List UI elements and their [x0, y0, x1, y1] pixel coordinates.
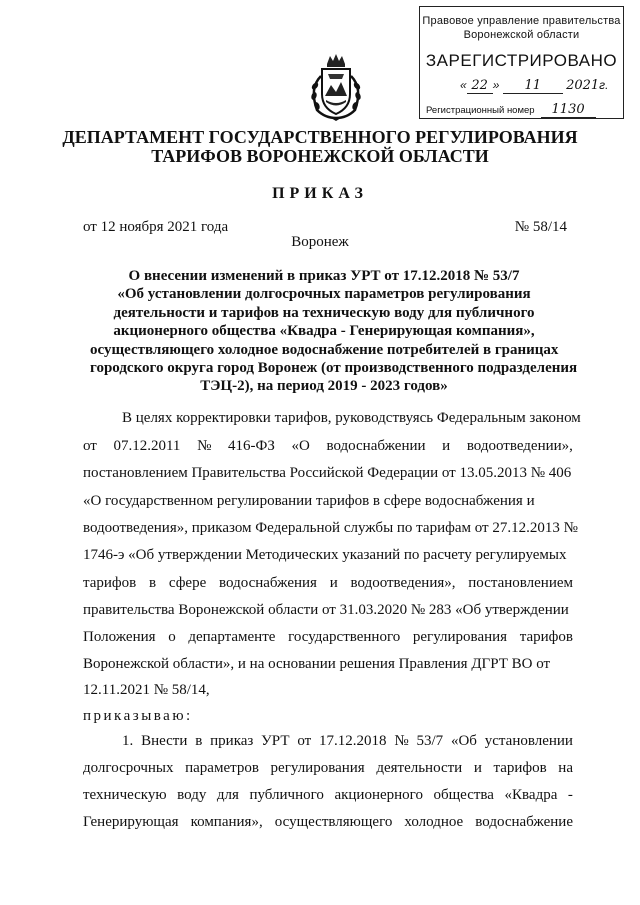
body-word: приказ	[210, 733, 254, 749]
coat-of-arms-icon	[305, 52, 367, 122]
body-word: регулирования	[412, 629, 508, 645]
body-line: правительства Воронежской области от 31.03.2020 № 283 «Об утверждении	[83, 602, 569, 618]
body-word: для	[216, 787, 239, 803]
body-word: водоснабжение	[475, 814, 573, 830]
body-line: Воронежской области», и на основании решения Правления ДГРТ ВО от	[83, 656, 551, 672]
department-line1: ДЕПАРТАМЕНТ ГОСУДАРСТВЕННОГО РЕГУЛИРОВАНИЯ	[62, 127, 578, 147]
body-word: Генерирующая	[83, 814, 179, 830]
body-word: регулирования	[270, 760, 365, 776]
body-word: УРТ	[261, 733, 290, 749]
body-word: водоотведении»,	[466, 438, 573, 454]
body-word: Внести	[141, 733, 188, 749]
body-word: тарифов	[493, 760, 547, 776]
subject-line: О внесении изменений в приказ УРТ от 17.12.2018 № 53/7	[128, 268, 520, 284]
body-word: холодное	[404, 814, 464, 830]
stamp-date	[460, 78, 608, 94]
body-word: «О	[291, 438, 310, 454]
body-word: 416-ФЗ	[228, 438, 275, 454]
body-word: -	[567, 787, 573, 803]
stamp-org-line1: Правовое управление правительства	[422, 15, 621, 27]
body-word: от	[297, 733, 312, 749]
body-line-justified	[83, 436, 573, 456]
stamp-status: ЗАРЕГИСТРИРОВАНО	[425, 51, 618, 70]
body-word: №	[394, 733, 409, 749]
stamp-registration-number	[426, 102, 596, 118]
body-word: в	[149, 575, 157, 591]
body-word: «Об	[450, 733, 477, 749]
stamp-org-line2: Воронежской области	[463, 29, 580, 41]
order-city: Воронеж	[291, 234, 349, 250]
stamp-reg-label: Регистрационный номер	[426, 105, 535, 116]
body-word: в	[195, 733, 203, 749]
body-word: сфере	[168, 575, 207, 591]
stamp-date-day: 22	[467, 78, 493, 94]
body-word: публичного	[249, 787, 324, 803]
body-word: «Квадра	[504, 787, 558, 803]
body-line: В целях корректировки тарифов, руководствуясь Федеральным законом	[122, 410, 581, 426]
body-word: 1.	[122, 733, 134, 749]
body-word: параметров	[185, 760, 259, 776]
subject-line: городского округа город Воронеж (от производственного подразделения	[90, 360, 578, 377]
body-word: государственного	[288, 629, 401, 645]
registration-stamp	[419, 6, 624, 119]
body-word: №	[197, 438, 212, 454]
body-word: компания»,	[190, 814, 263, 830]
body-word: деятельности	[376, 760, 463, 776]
body-line: «О государственном регулировании тарифов в сфере водоснабжения и	[83, 493, 535, 509]
order-number: № 58/14	[514, 219, 567, 235]
body-word: о	[168, 629, 176, 645]
subject-line: ТЭЦ-2), на период 2019 - 2023 годов»	[200, 378, 448, 395]
body-word: на	[558, 760, 573, 776]
body-word: и	[329, 575, 338, 591]
body-word: акционерного	[334, 787, 423, 803]
body-line-justified	[83, 812, 573, 832]
body-word: тарифов	[519, 629, 573, 645]
stamp-reg-number: 1130	[541, 102, 596, 118]
subject-line: осуществляющего холодное водоснабжение потребителей в границах	[90, 341, 559, 358]
body-line: постановлением Правительства Российской Федерации от 13.05.2013 № 406	[83, 465, 572, 481]
order-date: от 12 ноября 2021 года	[83, 219, 229, 235]
stamp-date-open-quote: «	[460, 78, 467, 92]
body-word: осуществляющего	[274, 814, 393, 830]
body-word: 07.12.2011	[113, 438, 181, 454]
body-line: водоотведения», приказом Федеральной службы по тарифам от 27.12.2013 №	[83, 520, 578, 536]
body-word: от	[83, 438, 97, 454]
body-word: водоснабжения	[219, 575, 317, 591]
body-word: техническую	[83, 787, 167, 803]
subject-line: акционерного общества «Квадра - Генерирующая компания»,	[113, 323, 535, 340]
department-line2: ТАРИФОВ ВОРОНЕЖСКОЙ ОБЛАСТИ	[151, 146, 489, 166]
body-word: общества	[433, 787, 494, 803]
stamp-date-month: 11	[503, 78, 563, 94]
subject-line: «Об установлении долгосрочных параметров регулирования	[117, 286, 531, 303]
stamp-date-year: 2021	[566, 78, 600, 93]
body-word: и	[442, 438, 451, 454]
body-word: 53/7	[416, 733, 444, 749]
body-line-justified	[83, 785, 573, 805]
body-word: и	[473, 760, 482, 776]
body-line-justified	[83, 573, 573, 593]
order-subject	[90, 267, 578, 396]
body-word: постановлением	[468, 575, 573, 591]
body-line: 1746-э «Об утверждении Методических указаний по расчету регулируемых	[83, 547, 567, 563]
department-name	[0, 128, 640, 166]
order-title: ПРИКАЗ	[272, 185, 368, 202]
body-word: 17.12.2018	[319, 733, 387, 749]
body-line-justified	[83, 758, 573, 778]
body-word: Положения	[83, 629, 156, 645]
body-word: водоснабжении	[326, 438, 426, 454]
body-line-justified	[83, 627, 573, 647]
order-word: приказываю:	[83, 708, 193, 724]
body-word: долгосрочных	[83, 760, 174, 776]
body-word: департаменте	[188, 629, 276, 645]
subject-line: деятельности и тарифов на техническую воду для публичного	[113, 304, 535, 321]
body-word: тарифов	[83, 575, 137, 591]
body-word: водоотведения»,	[350, 575, 456, 591]
body-word: установлении	[484, 733, 573, 749]
body-line-justified	[83, 731, 573, 751]
body-line: 12.11.2021 № 58/14,	[83, 682, 210, 698]
stamp-date-suffix: г.	[599, 78, 609, 92]
stamp-date-close-quote: »	[492, 78, 500, 92]
body-word: воду	[177, 787, 207, 803]
stamp-organization	[420, 14, 623, 42]
